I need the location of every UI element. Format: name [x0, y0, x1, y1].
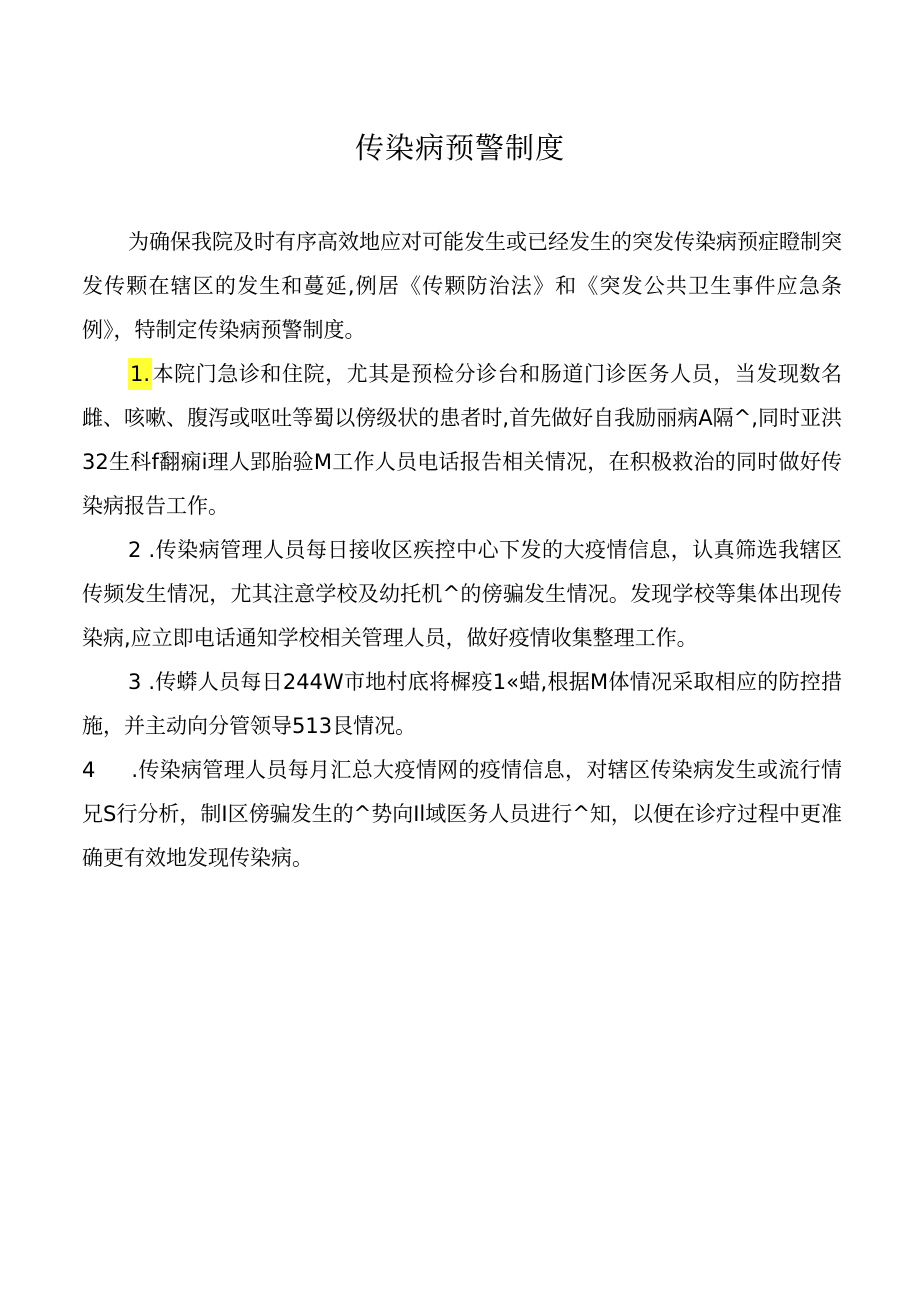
item-number: 3: [128, 670, 142, 694]
paragraph-item-3: [82, 660, 842, 748]
item-number-highlighted: 1.: [128, 358, 152, 390]
paragraph-text: .传染病管理人员每月汇总大疫情网的疫情信息，对辖区传染病发生或流行情兄S行分析，制I区傍骗发生的^势向Il域医务人员进行^知，以便在诊疗过程中更准确更有效地发现传染病。: [82, 758, 842, 870]
paragraph-intro: [82, 220, 842, 352]
paragraph-text: .传染病管理人员每日接收区疾控中心下发的大疫情信息，认真筛选我辖区传频发生情况，尤其注意学校及幼托机^的傍骗发生情况。发现学校等集体出现传染病,应立即电话通知学校相关管理人员，做好疫情收集整理工作。: [82, 538, 842, 650]
paragraph-item-4: [82, 748, 842, 880]
page-title: 传染病预警制度: [354, 131, 565, 165]
paragraph-item-2: [82, 528, 842, 660]
paragraph-text: .传蟒人员每日244W市地村底将樨疫1«蜡,根据M体情况采取相应的防控措施，并主动向分管领导513艮情况。: [82, 670, 842, 738]
paragraph-text: 为确保我院及时有序高效地应对可能发生或已经发生的突发传染病预症瞪制突发传颗在辖区的发生和蔓延,例居《传颗防治法》和《突发公共卫生事件应急条例》，特制定传染病预警制度。: [82, 230, 842, 342]
document-body: [82, 220, 842, 880]
paragraph-item-1: [82, 352, 842, 528]
item-number: 4: [82, 758, 96, 782]
paragraph-text: 本院门急诊和住院，尤其是预检分诊台和肠道门诊医务人员，当发现数名雌、咳嗽、腹泻或呕吐等蜀以傍级状的患者时,首先做好自我励丽病A隔^,同时亚洪32生科f翻痫i理人郢胎验M工作人员电话报告相关情况，在积极救治的同时做好传染病报告工作。: [82, 362, 842, 518]
item-number: 2: [128, 538, 142, 562]
